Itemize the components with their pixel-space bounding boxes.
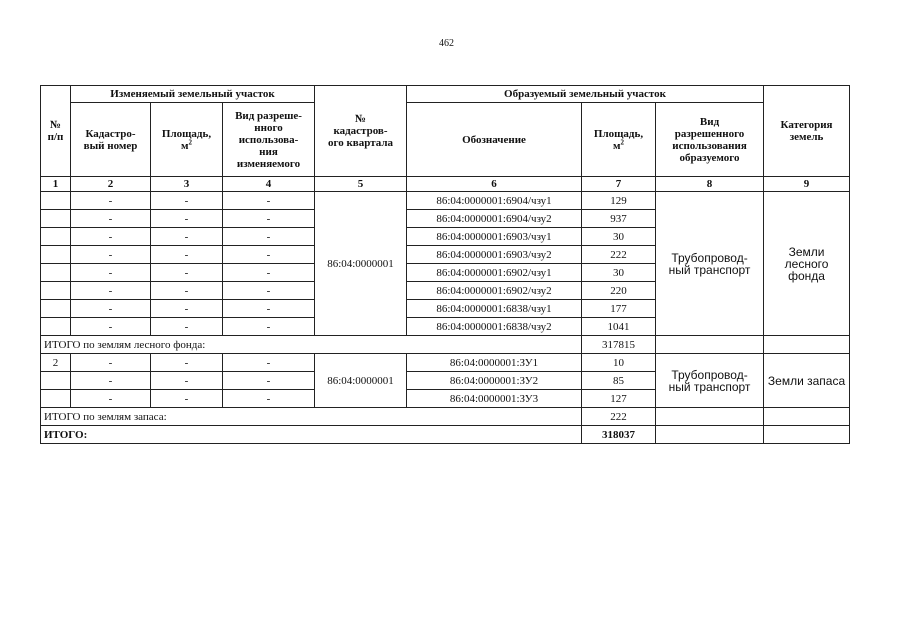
area-cell: -	[151, 354, 223, 372]
permitted-use-cell: -	[223, 372, 315, 390]
designation-cell: 86:04:0000001:6904/чзу2	[407, 210, 582, 228]
subtotal-value: 317815	[582, 336, 656, 354]
permitted-use-cell: -	[223, 228, 315, 246]
cadastral-number-cell: -	[71, 354, 151, 372]
page-number: 462	[439, 38, 454, 49]
header-category: Категория земель	[764, 86, 850, 177]
designation-cell: 86:04:0000001:6902/чзу1	[407, 264, 582, 282]
grand-total-row	[41, 426, 850, 444]
header-formed-area: Площадь, $м^2$	[582, 103, 656, 177]
row-num: 2	[41, 354, 71, 372]
permitted-use-cell: -	[223, 246, 315, 264]
permitted-use-cell: -	[223, 354, 315, 372]
designation-cell: 86:04:0000001:6903/чзу1	[407, 228, 582, 246]
cadastral-number-cell: -	[71, 228, 151, 246]
row-num	[41, 210, 71, 228]
row-num	[41, 318, 71, 336]
column-number: 1	[41, 177, 71, 192]
row-num	[41, 372, 71, 390]
designation-cell: 86:04:0000001:ЗУ1	[407, 354, 582, 372]
subtotal-row-reserve	[41, 408, 850, 426]
row-num	[41, 300, 71, 318]
area-cell: -	[151, 390, 223, 408]
cadastral-number-cell: -	[71, 264, 151, 282]
permitted-use-cell: -	[223, 318, 315, 336]
header-area: Площадь, $м^2$	[151, 103, 223, 177]
header-permitted-use-formed: Вид разрешенного использования образуемого	[656, 103, 764, 177]
category-cell: Земли лесного фонда	[764, 192, 850, 336]
empty-cell	[764, 426, 850, 444]
cadastral-number-cell: -	[71, 282, 151, 300]
row-num	[41, 282, 71, 300]
header-row-top	[41, 86, 850, 103]
formed-area-cell: 10	[582, 354, 656, 372]
area-cell: -	[151, 192, 223, 210]
designation-cell: 86:04:0000001:6838/чзу2	[407, 318, 582, 336]
column-number: 3	[151, 177, 223, 192]
subtotal-row-forest	[41, 336, 850, 354]
header-designation: Обозначение	[407, 103, 582, 177]
area-cell: -	[151, 264, 223, 282]
formed-use-cell: Трубопровод- ный транспорт	[656, 192, 764, 336]
column-number: 9	[764, 177, 850, 192]
empty-cell	[656, 336, 764, 354]
quarter-cell: 86:04:0000001	[315, 192, 407, 336]
formed-area-cell: 220	[582, 282, 656, 300]
column-number: 4	[223, 177, 315, 192]
designation-cell: 86:04:0000001:6902/чзу2	[407, 282, 582, 300]
area-cell: -	[151, 246, 223, 264]
subtotal-label: ИТОГО по землям запаса:	[41, 408, 582, 426]
designation-cell: 86:04:0000001:6903/чзу2	[407, 246, 582, 264]
cadastral-number-cell: -	[71, 246, 151, 264]
formed-use-cell: Трубопровод- ный транспорт	[656, 354, 764, 408]
column-number: 2	[71, 177, 151, 192]
row-num	[41, 390, 71, 408]
row-num	[41, 246, 71, 264]
area-cell: -	[151, 228, 223, 246]
area-cell: -	[151, 210, 223, 228]
formed-area-cell: 129	[582, 192, 656, 210]
designation-cell: 86:04:0000001:6838/чзу1	[407, 300, 582, 318]
permitted-use-cell: -	[223, 210, 315, 228]
empty-cell	[764, 408, 850, 426]
formed-area-cell: 127	[582, 390, 656, 408]
empty-cell	[764, 336, 850, 354]
area-cell: -	[151, 318, 223, 336]
row-num	[41, 228, 71, 246]
header-formed-plot: Образуемый земельный участок	[407, 86, 764, 103]
row-num	[41, 192, 71, 210]
permitted-use-cell: -	[223, 192, 315, 210]
cadastral-number-cell: -	[71, 390, 151, 408]
empty-cell	[656, 408, 764, 426]
grand-total-value: 318037	[582, 426, 656, 444]
column-number: 6	[407, 177, 582, 192]
header-num: № п/п	[41, 86, 71, 177]
table-row	[41, 354, 850, 372]
header-changed-plot: Изменяемый земельный участок	[71, 86, 315, 103]
permitted-use-cell: -	[223, 282, 315, 300]
permitted-use-cell: -	[223, 264, 315, 282]
column-number: 8	[656, 177, 764, 192]
cadastral-number-cell: -	[71, 372, 151, 390]
header-permitted-use-changed: Вид разреше- нного использова- ния изменяемого	[223, 103, 315, 177]
area-cell: -	[151, 372, 223, 390]
header-row-sub	[41, 103, 850, 177]
header-cadastral-number: Кадастро- вый номер	[71, 103, 151, 177]
formed-area-cell: 177	[582, 300, 656, 318]
column-number: 5	[315, 177, 407, 192]
category-cell: Земли запаса	[764, 354, 850, 408]
area-cell: -	[151, 282, 223, 300]
header-column-numbers	[41, 177, 850, 192]
cadastral-number-cell: -	[71, 192, 151, 210]
designation-cell: 86:04:0000001:ЗУ2	[407, 372, 582, 390]
formed-area-cell: 222	[582, 246, 656, 264]
area-cell: -	[151, 300, 223, 318]
designation-cell: 86:04:0000001:ЗУ3	[407, 390, 582, 408]
subtotal-value: 222	[582, 408, 656, 426]
subtotal-label: ИТОГО по землям лесного фонда:	[41, 336, 582, 354]
empty-cell	[656, 426, 764, 444]
formed-area-cell: 937	[582, 210, 656, 228]
formed-area-cell: 1041	[582, 318, 656, 336]
cadastral-number-cell: -	[71, 318, 151, 336]
formed-area-cell: 30	[582, 264, 656, 282]
table-row	[41, 192, 850, 210]
formed-area-cell: 85	[582, 372, 656, 390]
cadastral-number-cell: -	[71, 300, 151, 318]
formed-area-cell: 30	[582, 228, 656, 246]
grand-total-label: ИТОГО:	[41, 426, 582, 444]
quarter-cell: 86:04:0000001	[315, 354, 407, 408]
cadastral-number-cell: -	[71, 210, 151, 228]
land-plots-table	[40, 85, 850, 444]
designation-cell: 86:04:0000001:6904/чзу1	[407, 192, 582, 210]
permitted-use-cell: -	[223, 300, 315, 318]
row-num	[41, 264, 71, 282]
header-quarter: № кадастров- ого квартала	[315, 86, 407, 177]
permitted-use-cell: -	[223, 390, 315, 408]
column-number: 7	[582, 177, 656, 192]
